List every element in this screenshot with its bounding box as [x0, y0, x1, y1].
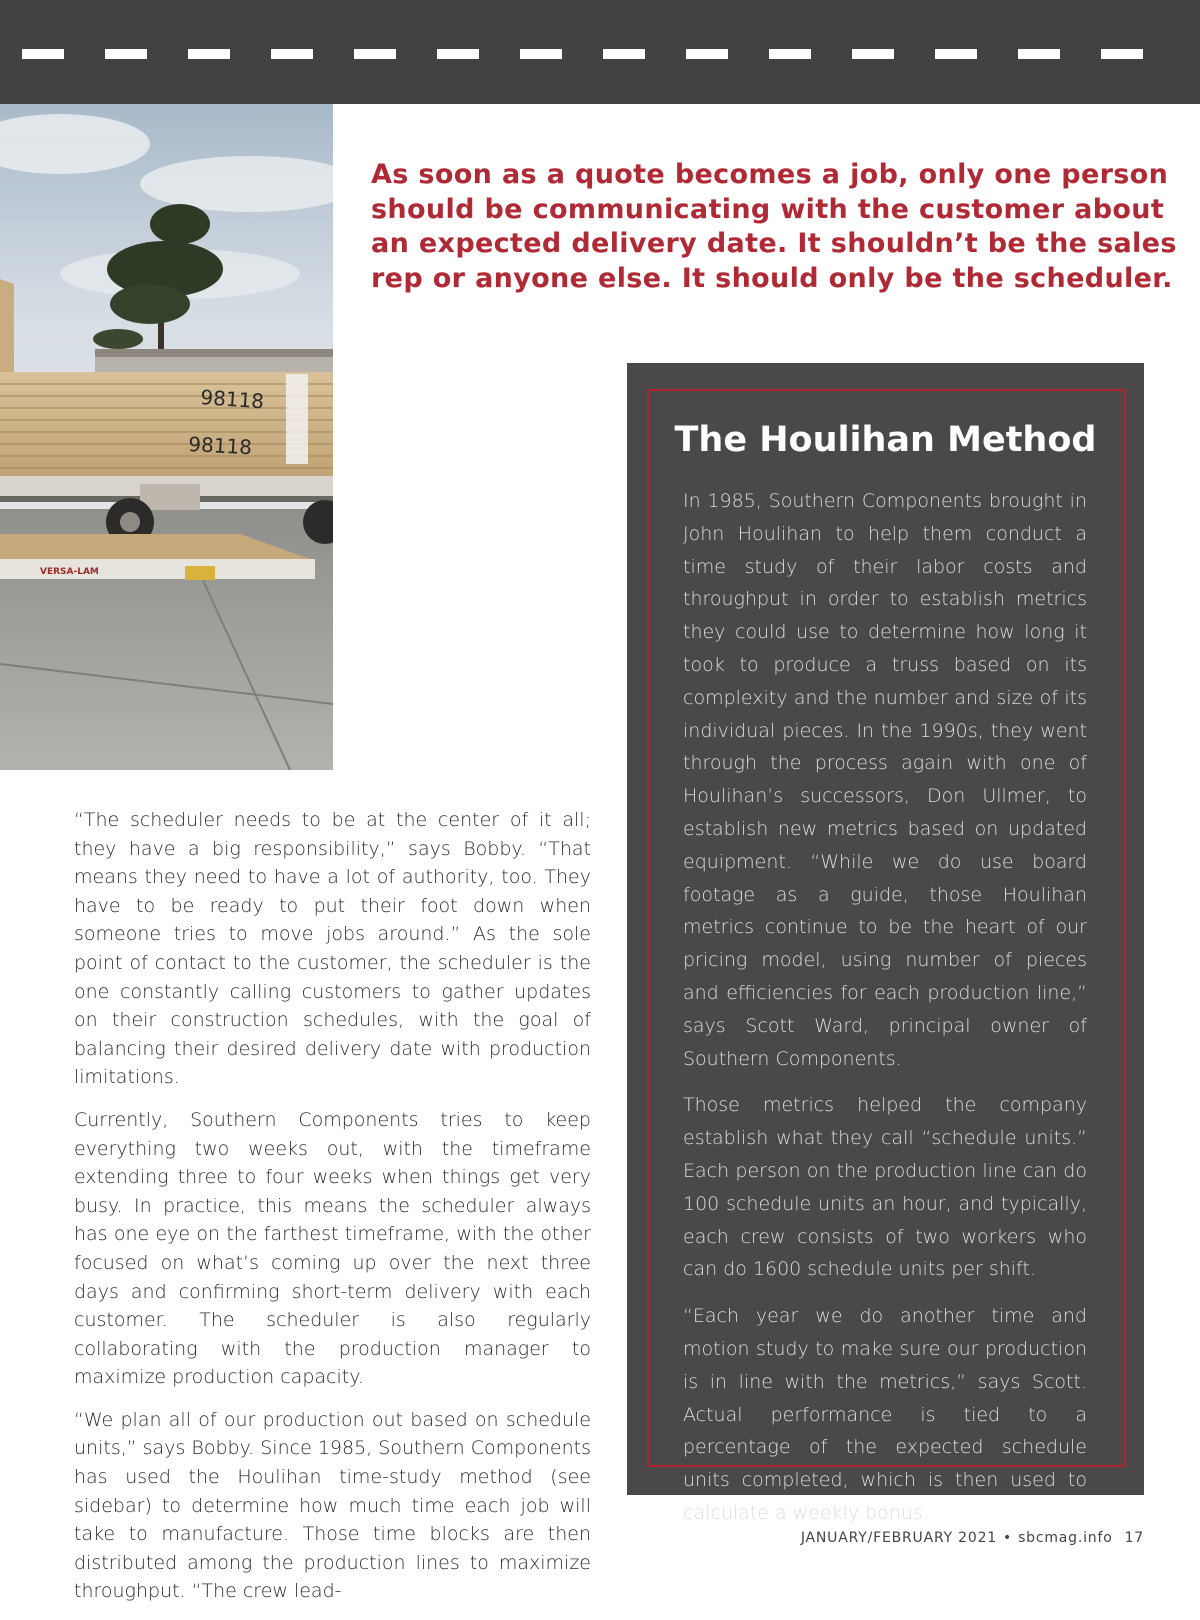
truck-lumber-photo — [0, 104, 333, 770]
road-dash — [852, 49, 894, 59]
road-dash — [105, 49, 147, 59]
sidebar-paragraph: In 1985, Southern Components brought in John Houlihan to help them conduct a time study of their labor costs and throughput in order to establish metrics they could use to determine how long it took to produce a truss based on its complexity and the number and size of its individual pieces. In the 1990s, they went through the process again with one of Houlihan’s successors, Don Ullmer, to establish new metrics based on updated equipment. “While we do use board footage as a guide, those Houlihan metrics continue to be the heart of our pricing model, using number of pieces and efficiencies for each production line,” says Scott Ward, principal owner of Southern Components. — [683, 490, 1087, 1070]
road-dash — [271, 49, 313, 59]
road-dash — [769, 49, 811, 59]
pull-quote-line: should be communicating with the customer about — [371, 193, 1165, 225]
road-dash — [1101, 49, 1143, 59]
issue-date: JANUARY/FEBRUARY 2021 — [800, 1530, 998, 1546]
road-dash — [354, 49, 396, 59]
lumber-marking-2: 98118 — [187, 432, 253, 460]
body-paragraph: “We plan all of our production out based on schedule units,” says Bobby. Since 1985, Southern Components has used the Houlihan time-study method (see sidebar) to determine how much time each job will take to manufacture. Those time blocks are then distributed among the production lines to maximize throughput. “The crew lead- — [74, 1408, 591, 1603]
road-dash — [437, 49, 479, 59]
wrap-label: VERSA-LAM — [40, 567, 99, 577]
footer-separator: • — [1003, 1530, 1013, 1546]
road-dash — [935, 49, 977, 59]
road-dash — [188, 49, 230, 59]
sidebar-title: The Houlihan Method — [674, 420, 1097, 460]
body-paragraph: “The scheduler needs to be at the center of it all; they have a big responsibility,” says Bobby. “That means they need to have a lot of authority, too. They have to be ready to put their foot down when someone tries to move jobs around.” As the sole point of contact to the customer, the scheduler is the one constantly calling customers to gather updates on their construction schedules, with the goal of balancing their desired delivery date with production limitations. — [74, 809, 591, 1089]
page-footer — [801, 1530, 1144, 1546]
sidebar-text — [683, 485, 1087, 1544]
body-paragraph: Currently, Southern Components tries to keep everything two weeks out, with the timeframe extending three to four weeks when things get very busy. In practice, this means the scheduler always has one eye on the farthest timeframe, with the other focused on what’s coming up over the next three days and confirming short-term delivery with each customer. The scheduler is also regularly collaborating with the production manager to maximize production capacity. — [74, 1108, 591, 1389]
article-body — [74, 806, 591, 1620]
page-number: 17 — [1124, 1530, 1144, 1546]
road-dash — [1018, 49, 1060, 59]
pull-quote — [371, 158, 1177, 296]
road-dash — [520, 49, 562, 59]
pull-quote-line: rep or anyone else. It should only be the scheduler. — [371, 262, 1173, 294]
road-dash — [22, 49, 64, 59]
road-header-graphic — [0, 0, 1200, 104]
lumber-marking-1: 98118 — [199, 385, 265, 414]
sidebar-paragraph: “Each year we do another time and motion study to make sure our production is in line with the metrics,” says Scott. Actual performance is tied to a percentage of the expected schedule units completed, which is then used to calculate a weekly bonus. — [683, 1305, 1087, 1524]
pull-quote-line: As soon as a quote becomes a job, only one person — [371, 159, 1169, 190]
road-dash — [686, 49, 728, 59]
pull-quote-line: an expected delivery date. It shouldn’t be the sales — [371, 228, 1177, 259]
site-link[interactable]: sbcmag.info — [1018, 1530, 1113, 1546]
sidebar-paragraph: Those metrics helped the company establish what they call “schedule units.” Each person on the production line can do 100 schedule units an hour, and typically, each crew consists of two workers who can do 1600 schedule units per shift. — [683, 1094, 1087, 1281]
houlihan-sidebar — [627, 363, 1144, 1524]
road-dash — [603, 49, 645, 59]
